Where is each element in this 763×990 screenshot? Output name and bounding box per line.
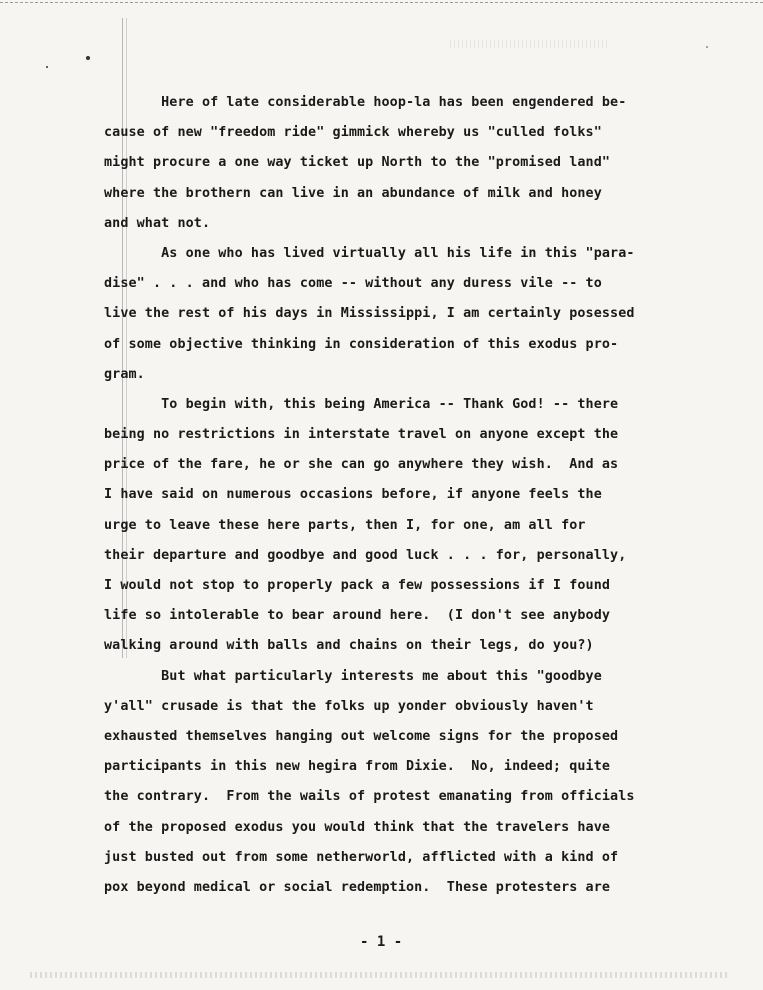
scan-noise-bottom [30, 972, 730, 978]
text-line: life so intolerable to bear around here. (I don't see anybody [104, 608, 611, 624]
typewritten-body [104, 88, 704, 903]
text-line: participants in this new hegira from Dixie. No, indeed; quite [104, 759, 611, 775]
page-top-border [0, 2, 763, 3]
scan-noise-top [450, 40, 610, 48]
text-line: urge to leave these here parts, then I, for one, am all for [104, 517, 586, 533]
ink-speck [86, 56, 90, 60]
text-line: might procure a one way ticket up North to the "promised land" [104, 155, 611, 171]
text-line: and what not. [104, 215, 211, 231]
text-line: dise" . . . and who has come -- without any duress vile -- to [104, 276, 602, 292]
ink-speck [46, 66, 48, 68]
text-line: price of the fare, he or she can go anywhere they wish. And as [104, 457, 619, 473]
text-line: being no restrictions in interstate travel on anyone except the [104, 427, 619, 443]
text-line: their departure and goodbye and good luck . . . for, personally, [104, 547, 627, 563]
text-line: live the rest of his days in Mississippi, I am certainly posessed [104, 306, 635, 322]
text-line: where the brothern can live in an abundance of milk and honey [104, 185, 602, 201]
text-line: exhausted themselves hanging out welcome signs for the proposed [104, 728, 619, 744]
page-number: - 1 - [360, 934, 403, 950]
text-line: the contrary. From the wails of protest emanating from officials [104, 789, 635, 805]
text-line: cause of new "freedom ride" gimmick whereby us "culled folks" [104, 125, 602, 141]
text-line: of some objective thinking in consideration of this exodus pro- [104, 336, 619, 352]
text-line: of the proposed exodus you would think that the travelers have [104, 819, 611, 835]
text-line: As one who has lived virtually all his life in this "para- [104, 245, 635, 261]
text-line: To begin with, this being America -- Thank God! -- there [104, 396, 619, 412]
text-line: walking around with balls and chains on their legs, do you?) [104, 638, 594, 654]
text-line: Here of late considerable hoop-la has been engendered be- [104, 95, 627, 110]
text-line: just busted out from some netherworld, afflicted with a kind of [104, 849, 619, 865]
text-line: I would not stop to properly pack a few possessions if I found [104, 578, 611, 593]
text-line: But what particularly interests me about this "goodbye [104, 668, 602, 684]
text-line: y'all" crusade is that the folks up yonder obviously haven't [104, 698, 594, 714]
text-line: gram. [104, 366, 145, 382]
text-line: pox beyond medical or social redemption. These protesters are [104, 879, 611, 895]
ink-speck [706, 46, 708, 48]
text-line: I have said on numerous occasions before, if anyone feels the [104, 487, 602, 503]
